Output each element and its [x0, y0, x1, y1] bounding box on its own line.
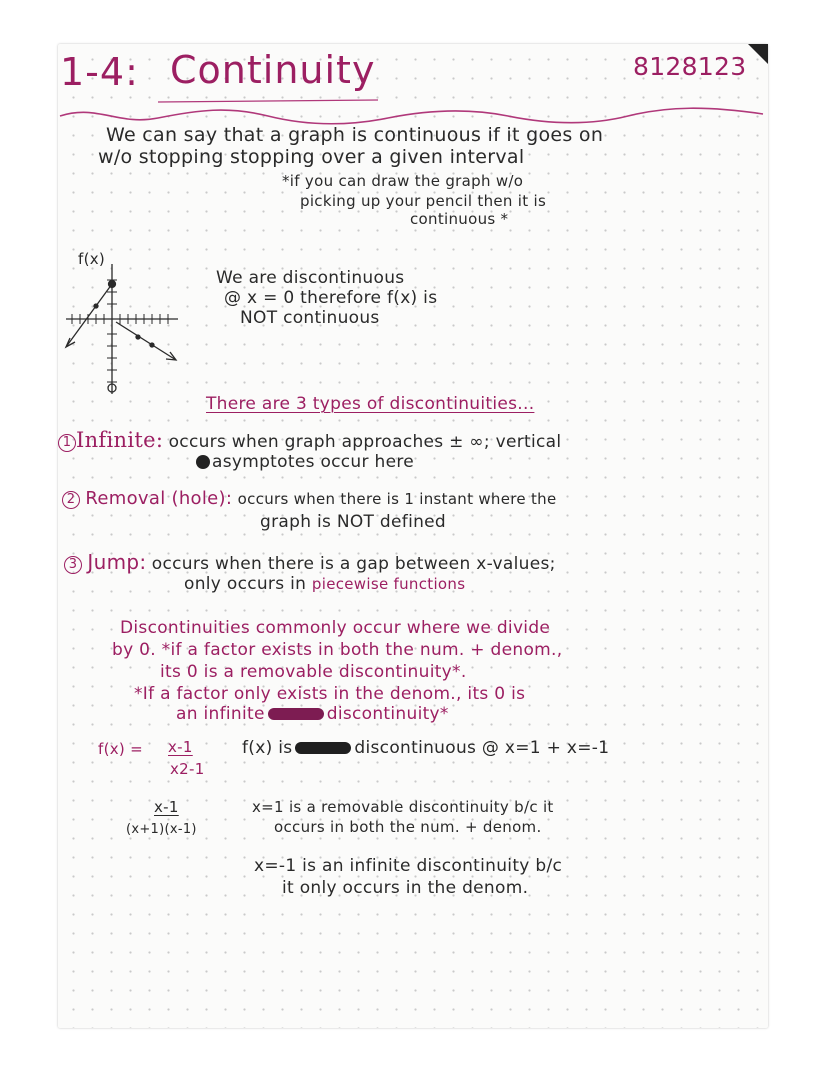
page-title: Continuity	[170, 48, 376, 92]
type-3-name: Jump:	[87, 550, 147, 574]
type-3-line-1: occurs when there is a gap between x-values;	[151, 554, 556, 574]
tip-line-3: continuous *	[410, 210, 509, 228]
type-1-line-1: occurs when graph approaches ± ∞; vertical	[168, 432, 562, 452]
example-statement-b: discontinuous @ x=1 + x=-1	[354, 738, 610, 758]
example-denominator: x2-1	[170, 760, 205, 778]
type-1-line-2: asymptotes occur here	[212, 452, 415, 472]
type-2	[62, 488, 557, 509]
type-1-number: 1	[58, 434, 76, 452]
factored-denominator: (x+1)(x-1)	[126, 822, 197, 837]
rules-line-3: its 0 is a removable discontinuity*.	[160, 662, 467, 682]
rules-line-5-a: an infinite	[176, 704, 265, 724]
scribbled-out-word	[268, 708, 324, 720]
rules-line-2: by 0. *if a factor exists in both the num. + denom.,	[112, 640, 563, 660]
type-2-line-1: occurs when there is 1 instant where the	[237, 490, 557, 508]
note-2-line-2: it only occurs in the denom.	[282, 878, 529, 898]
type-1-line-2-wrap	[196, 452, 414, 472]
example-statement	[242, 738, 609, 758]
type-2-line-2: graph is NOT defined	[260, 512, 447, 532]
types-heading: There are 3 types of discontinuities...	[206, 394, 535, 414]
section-number: 1-4:	[60, 50, 139, 94]
note-1-line-1: x=1 is a removable discontinuity b/c it	[252, 798, 554, 816]
note-1-line-2: occurs in both the num. + denom.	[274, 818, 542, 836]
notebook-page	[58, 44, 768, 1028]
example-numerator: x-1	[168, 738, 193, 756]
graph-axis-label: f(x)	[78, 250, 106, 268]
note-2-line-1: x=-1 is an infinite discontinuity b/c	[254, 856, 563, 876]
graph-note-line-3: NOT continuous	[240, 308, 380, 328]
type-2-name: Removal (hole):	[85, 488, 233, 509]
example-statement-a: f(x) is	[242, 738, 293, 758]
rules-line-4: *If a factor only exists in the denom., its 0 is	[134, 684, 526, 704]
graph-note-line-2: @ x = 0 therefore f(x) is	[224, 288, 438, 308]
type-1-name: Infinite:	[76, 428, 164, 452]
scribbled-out-word-2	[295, 742, 351, 754]
type-3-line-2-prefix: only occurs in	[184, 574, 307, 594]
type-2-number: 2	[62, 491, 80, 509]
page-corner	[748, 44, 768, 64]
example-fx-label: f(x) =	[98, 740, 143, 758]
definition-line-1: We can say that a graph is continuous if it goes on	[106, 124, 604, 146]
type-3	[64, 550, 556, 574]
discontinuous-graph-sketch	[58, 254, 198, 404]
type-3-number: 3	[64, 556, 82, 574]
definition-line-2: w/o stopping stopping over a given interval	[98, 146, 525, 168]
rules-line-5	[176, 704, 449, 724]
type-1	[58, 428, 561, 452]
rules-line-1: Discontinuities commonly occur where we divide	[120, 618, 551, 638]
page-date: 8128123	[633, 52, 747, 81]
type-3-line-2-wrap	[184, 574, 465, 594]
tip-line-1: *if you can draw the graph w/o	[282, 172, 524, 190]
factored-numerator: x-1	[154, 798, 179, 816]
tip-line-2: picking up your pencil then it is	[300, 192, 547, 210]
ink-blot	[196, 455, 210, 469]
graph-note-line-1: We are discontinuous	[216, 268, 405, 288]
type-3-line-2-pink: piecewise functions	[311, 575, 466, 593]
rules-line-5-b: discontinuity*	[326, 704, 449, 724]
